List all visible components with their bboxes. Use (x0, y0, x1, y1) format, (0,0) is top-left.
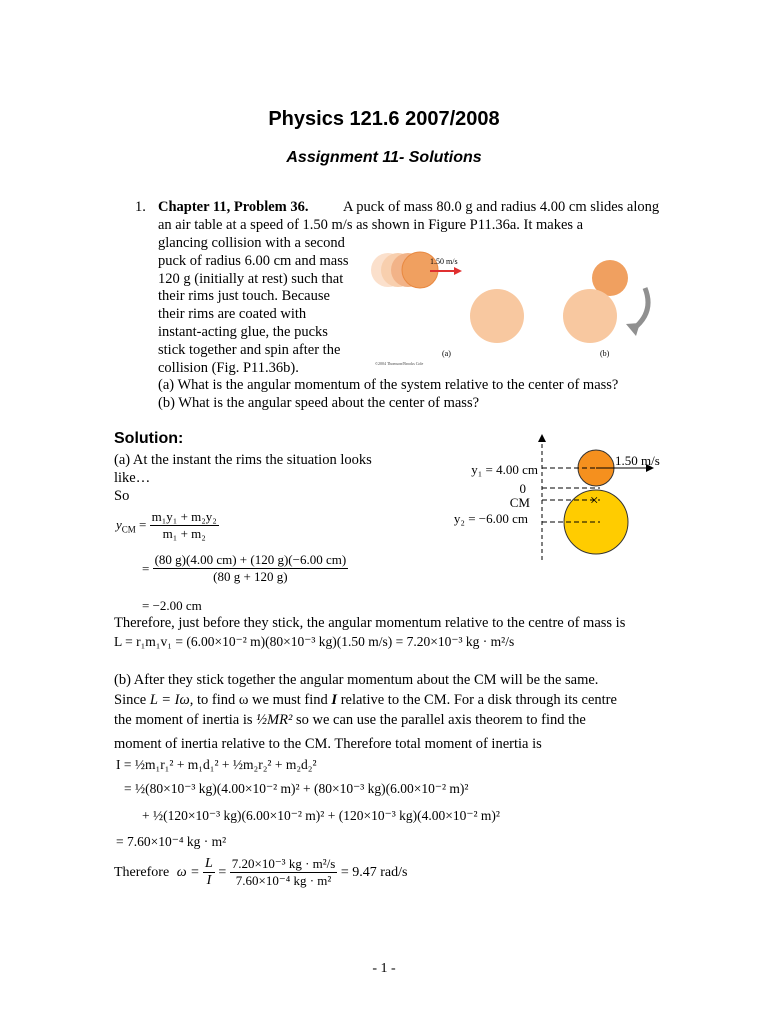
omega-equation: Therefore ω = $\frac{L}{I}$ = $\frac{\text{7.20×10⁻³ kg · m²/s}}{\text{7.60×10⁻⁴ kg · m²}}$ = 9.47 rad/s (114, 856, 408, 888)
disk-inertia: ½MR² (256, 712, 293, 728)
figure-p11-36 (370, 248, 660, 370)
ycm-step2-numerator: (80 g)(4.00 cm) + (120 g)(−6.00 cm) (154, 552, 347, 567)
omega-therefore: Therefore (114, 864, 170, 880)
inertia-result: = 7.60×10⁻⁴ kg · m² (116, 834, 227, 849)
ycm-result: = −2.00 cm (142, 598, 202, 613)
omega-numeric-den: 7.60×10⁻⁴ kg · m² (235, 873, 332, 888)
wrap-line: 120 g (initially at rest) such that (158, 270, 344, 287)
y-axis-arrowhead (538, 434, 546, 442)
omega-fraction-symbolic (203, 856, 215, 889)
zero-label: 0 (519, 481, 526, 496)
since-text: Since (114, 692, 147, 708)
wrap-line: glancing collision with a second (158, 235, 345, 251)
problem-number: 1. (135, 199, 146, 215)
page-number: - 1 - (372, 961, 396, 976)
problem-line-2: an air table at a speed of 1.50 m/s as shown in Figure P11.36a. It makes a (158, 217, 584, 233)
moment-text: the moment of inertia is (114, 712, 253, 728)
omega-result: = 9.47 rad/s (340, 864, 408, 880)
i-symbol: I (331, 692, 338, 708)
large-puck-b (563, 289, 617, 343)
spin-arrowhead (626, 323, 640, 336)
part-b-line-2 (114, 692, 617, 709)
part-b-line-3 (114, 712, 586, 729)
omega-symbolic-den: I (206, 873, 212, 888)
question-b: (b) What is the angular speed about the center of mass? (158, 395, 480, 411)
omega-fraction-numeric (230, 856, 338, 889)
ycm-step-2: = $\frac{(80 g)(4.00 cm) + (120 g)(-6.00 cm)}{(80 g + 120 g)}$ (142, 552, 347, 584)
wrap-line: their rims are coated with (158, 306, 307, 323)
figure-label-b: (b) (600, 349, 610, 358)
l-equals-i-omega: L = Iω (149, 692, 190, 708)
parallel-axis-text: so we can use the parallel axis theorem to find the (295, 712, 586, 728)
cm-diagram (440, 432, 680, 562)
omega-lhs: ω = (176, 864, 200, 880)
solution-so: So (114, 488, 130, 504)
figure-copyright: ©2004 Thomson/Brooks Cole (375, 361, 424, 366)
part-b-line-1: (b) After they stick together the angular momentum about the CM will be the same. (114, 672, 599, 688)
cm-label: CM (509, 495, 530, 510)
therefore-a: Therefore, just before they stick, the angular momentum relative to the centre of mass is (114, 615, 626, 631)
y2-label: y₂ = −6.00 cm (453, 511, 528, 526)
cm-cross-mark: × (590, 493, 599, 509)
wrap-line: stick together and spin after the (158, 341, 341, 358)
velocity-arrowhead (454, 267, 462, 275)
page-subtitle: Assignment 11- Solutions (286, 149, 482, 166)
relative-text: relative to the CM. For a disk through its centre (340, 692, 617, 708)
figure-label-a: (a) (442, 349, 451, 358)
omega-numeric-num: 7.20×10⁻³ kg · m²/s (231, 856, 336, 871)
ycm-denominator: m₁ + m₂ (162, 526, 206, 541)
part-b-line-4: moment of inertia relative to the CM. Therefore total moment of inertia is (114, 736, 542, 752)
problem-line-1: A puck of mass 80.0 g and radius 4.00 cm slides along (343, 199, 660, 215)
ycm-symbol: y (116, 516, 122, 532)
solution-intro-2: like… (114, 470, 151, 486)
question-a: (a) What is the angular momentum of the system relative to the center of mass? (158, 377, 619, 393)
angular-momentum-equation: L = r₁m₁v₁ = (6.00×10⁻² m)(80×10⁻³ kg)(1.50 m/s) = 7.20×10⁻³ kg · m²/s (114, 634, 515, 649)
find-omega-text: , to find ω we must find (189, 692, 328, 708)
solution-intro-1: (a) At the instant the rims the situation looks (114, 452, 372, 468)
problem-heading: Chapter 11, Problem 36. (158, 199, 309, 215)
inertia-equation-3: + ½(120×10⁻³ kg)(6.00×10⁻² m)² + (120×10⁻³ kg)(4.00×10⁻² m)² (142, 808, 500, 823)
wrap-line: collision (Fig. P11.36b). (158, 359, 299, 376)
ycm-subscript: CM (121, 524, 136, 535)
y1-label: y₁ = 4.00 cm (471, 462, 538, 477)
large-puck-a (470, 289, 524, 343)
page-title: Physics 121.6 2007/2008 (268, 108, 500, 130)
ycm-fraction (150, 509, 219, 542)
ycm-numerator: m₁y₁ + m₂y₂ (151, 509, 217, 524)
speed-label-a: 1.50 m/s (430, 257, 458, 266)
ycm-step2-denominator: (80 g + 120 g) (213, 569, 288, 584)
velocity-label: 1.50 m/s (615, 453, 660, 468)
wrap-line: their rims just touch. Because (158, 288, 330, 305)
wrap-line: instant-acting glue, the pucks (158, 323, 328, 340)
inertia-equation-2: = ½(80×10⁻³ kg)(4.00×10⁻² m)² + (80×10⁻³ kg)(6.00×10⁻² m)² (124, 781, 469, 796)
inertia-equation-1: I = ½m₁r₁² + m₁d₁² + ½m₂r₂² + m₂d₂² (116, 757, 317, 772)
ycm-equation: $y_{CM}$ = $\frac{\text{m₁y₁ + m₂y₂}}{\text{m₁ + m₂}}$ (116, 509, 217, 541)
problem-wrap-text (158, 235, 348, 377)
ycm-step2-fraction (153, 552, 349, 585)
wrap-line: puck of radius 6.00 cm and mass (158, 252, 349, 269)
solution-heading: Solution: (114, 430, 184, 447)
omega-symbolic-num: L (205, 856, 213, 871)
